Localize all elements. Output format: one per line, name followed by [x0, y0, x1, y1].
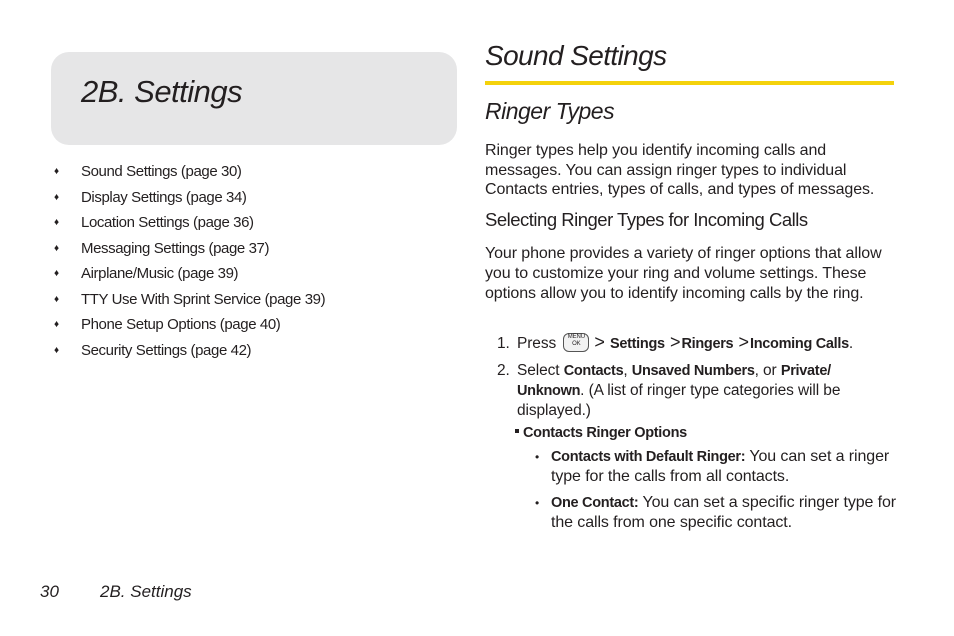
option-private: Private/ [780, 363, 831, 379]
toc-link-airplane-music[interactable]: Airplane/Music (page 39) [81, 265, 239, 282]
toc-item[interactable] [51, 312, 431, 338]
diamond-bullet-icon: ♦ [54, 166, 59, 177]
toc-link-phone-setup[interactable]: Phone Setup Options (page 40) [81, 316, 281, 333]
diamond-bullet-icon: ♦ [54, 319, 59, 330]
step-text: Press [517, 335, 557, 352]
title-underline-rule [485, 81, 894, 85]
chapter-title: 2B. Settings [81, 74, 243, 109]
menu-ok-key-icon: MENU OK [563, 333, 589, 352]
footer-section-title: 2B. Settings [100, 582, 192, 601]
menu-path-ringers: Ringers [681, 336, 734, 352]
option-unknown: Unknown [517, 383, 581, 399]
diamond-bullet-icon: ♦ [54, 242, 59, 254]
option-item [535, 447, 900, 487]
option-desc: You can set a specific ringer type for the calls from one specific contact. [551, 494, 897, 531]
toc-item[interactable] [51, 185, 431, 211]
chevron-right-icon: > [738, 332, 749, 352]
chapter-toc [51, 159, 431, 363]
chevron-right-icon: > [670, 332, 681, 352]
step-note: . (A list of ringer type categories will be displayed.) [517, 382, 841, 419]
page-number: 30 [40, 582, 59, 601]
square-bullet-icon [515, 429, 519, 433]
option-unsaved-numbers: Unsaved Numbers [631, 363, 755, 379]
section-subtitle: Ringer Types [485, 98, 615, 124]
bullet-dot-icon: • [535, 496, 540, 510]
chevron-right-icon: > [594, 332, 605, 352]
options-heading: Contacts Ringer Options [515, 425, 687, 441]
toc-item[interactable] [51, 236, 431, 262]
toc-link-location-settings[interactable]: Location Settings (page 36) [81, 214, 254, 231]
body-paragraph: Your phone provides a variety of ringer options that allow you to customize your ring and volume settings. These options allow you to identify incoming calls by the ring. [485, 245, 882, 302]
step-number: 1. [497, 335, 510, 352]
menu-path-incoming-calls: Incoming Calls [749, 336, 849, 352]
option-item [535, 493, 900, 533]
toc-link-tty[interactable]: TTY Use With Sprint Service (page 39) [81, 290, 326, 308]
step-number: 2. [497, 362, 510, 379]
option-contacts: Contacts [563, 363, 624, 379]
diamond-bullet-icon: ♦ [54, 191, 59, 203]
intro-paragraph: Ringer types help you identify incoming calls and messages. You can assign ringer types to individual Contacts entries, types of calls, and types of messages. [485, 142, 875, 198]
toc-item[interactable] [51, 159, 431, 185]
toc-item[interactable] [51, 338, 431, 364]
chapter-title-box [51, 52, 457, 145]
toc-link-security-settings[interactable]: Security Settings (page 42) [81, 341, 252, 359]
toc-item[interactable] [51, 261, 431, 287]
diamond-bullet-icon: ♦ [54, 344, 59, 356]
diamond-bullet-icon: ♦ [54, 268, 59, 279]
toc-link-sound-settings[interactable]: Sound Settings (page 30) [81, 163, 242, 180]
section-title: Sound Settings [485, 40, 667, 71]
option-term: Contacts with Default Ringer: [551, 449, 746, 465]
diamond-bullet-icon: ♦ [54, 217, 59, 228]
step-text: Select [517, 362, 560, 379]
toc-link-display-settings[interactable]: Display Settings (page 34) [81, 188, 247, 206]
option-term: One Contact: [551, 495, 639, 511]
option-desc: You can set a ringer type for the calls from all contacts. [551, 448, 890, 485]
step-1: 1. Press MENU OK > Settings >Ringers >Incoming Calls. [497, 332, 854, 352]
menu-path-settings: Settings [609, 336, 665, 352]
diamond-bullet-icon: ♦ [54, 293, 59, 305]
bullet-dot-icon: • [535, 450, 540, 464]
toc-link-messaging-settings[interactable]: Messaging Settings (page 37) [81, 239, 270, 257]
toc-item[interactable] [51, 287, 431, 313]
toc-item[interactable] [51, 210, 431, 236]
procedure-heading: Selecting Ringer Types for Incoming Calls [485, 209, 808, 230]
step-2: 2. Select Contacts, Unsaved Numbers, or Private/ Unknown. (A list of ringer type categories will be displayed.) [497, 362, 841, 419]
